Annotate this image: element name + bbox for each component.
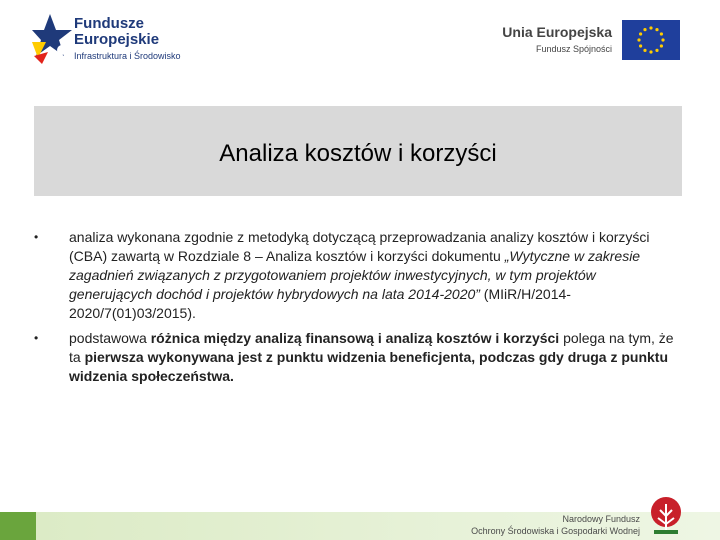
nf-line1: Narodowy Fundusz bbox=[562, 514, 640, 524]
bullet-2-text1: podstawowa bbox=[69, 330, 151, 346]
fe-logo-line2: Europejskie bbox=[74, 31, 160, 48]
nf-line2: Ochrony Środowiska i Gospodarki Wodnej bbox=[471, 526, 640, 536]
bullet-list bbox=[34, 228, 674, 392]
title-band bbox=[34, 106, 682, 196]
bullet-1-text1: analiza wykonana zgodnie z metodyką dotyczącą przeprowadzania analizy kosztów i korzyści (CBA) zawartą w Rozdziale 8 – Analiza kosztów i korzyści dokumentu bbox=[69, 229, 650, 264]
bullet-marker: • bbox=[34, 230, 39, 244]
bullet-1-italic: „Wytyczne w zakresie zagadnień związanych z przygotowaniem projektów inwestycyjnych, w tym projektów generujących dochód i projektów hybrydowych na lata 2014-2020” bbox=[69, 248, 641, 302]
bullet-2-bold2: pierwsza wykonywana jest z punktu widzenia beneficjenta, podczas gdy druga z punktu widzenia społeczeństwa. bbox=[69, 349, 669, 384]
bullet-item-1 bbox=[34, 228, 674, 323]
fundusze-star-icon bbox=[32, 12, 72, 64]
fe-logo-line1: Fundusze bbox=[74, 15, 144, 32]
slide-title: Analiza kosztów i korzyści bbox=[219, 140, 497, 167]
bullet-1-text3: (MIiR/H/2014-2020/7(01)03/2015). bbox=[69, 286, 571, 321]
ue-logo-line2: Fundusz Spójności bbox=[535, 44, 612, 54]
bullet-2-text3: polega na tym, że ta bbox=[69, 330, 674, 365]
fe-logo-line3: Infrastruktura i Środowisko bbox=[74, 51, 181, 61]
ue-logo-line1: Unia Europejska bbox=[502, 24, 612, 40]
bullet-2-bold1: różnica między analizą finansową i analizą kosztów i korzyści bbox=[150, 330, 560, 346]
bullet-item-2 bbox=[34, 329, 674, 386]
eu-flag-icon bbox=[622, 20, 680, 60]
header bbox=[0, 0, 720, 80]
bullet-marker: • bbox=[34, 331, 39, 345]
nfosigw-text bbox=[471, 513, 640, 537]
fundusze-europejskie-logo bbox=[32, 12, 202, 68]
nfosigw-logo-icon bbox=[648, 496, 684, 536]
